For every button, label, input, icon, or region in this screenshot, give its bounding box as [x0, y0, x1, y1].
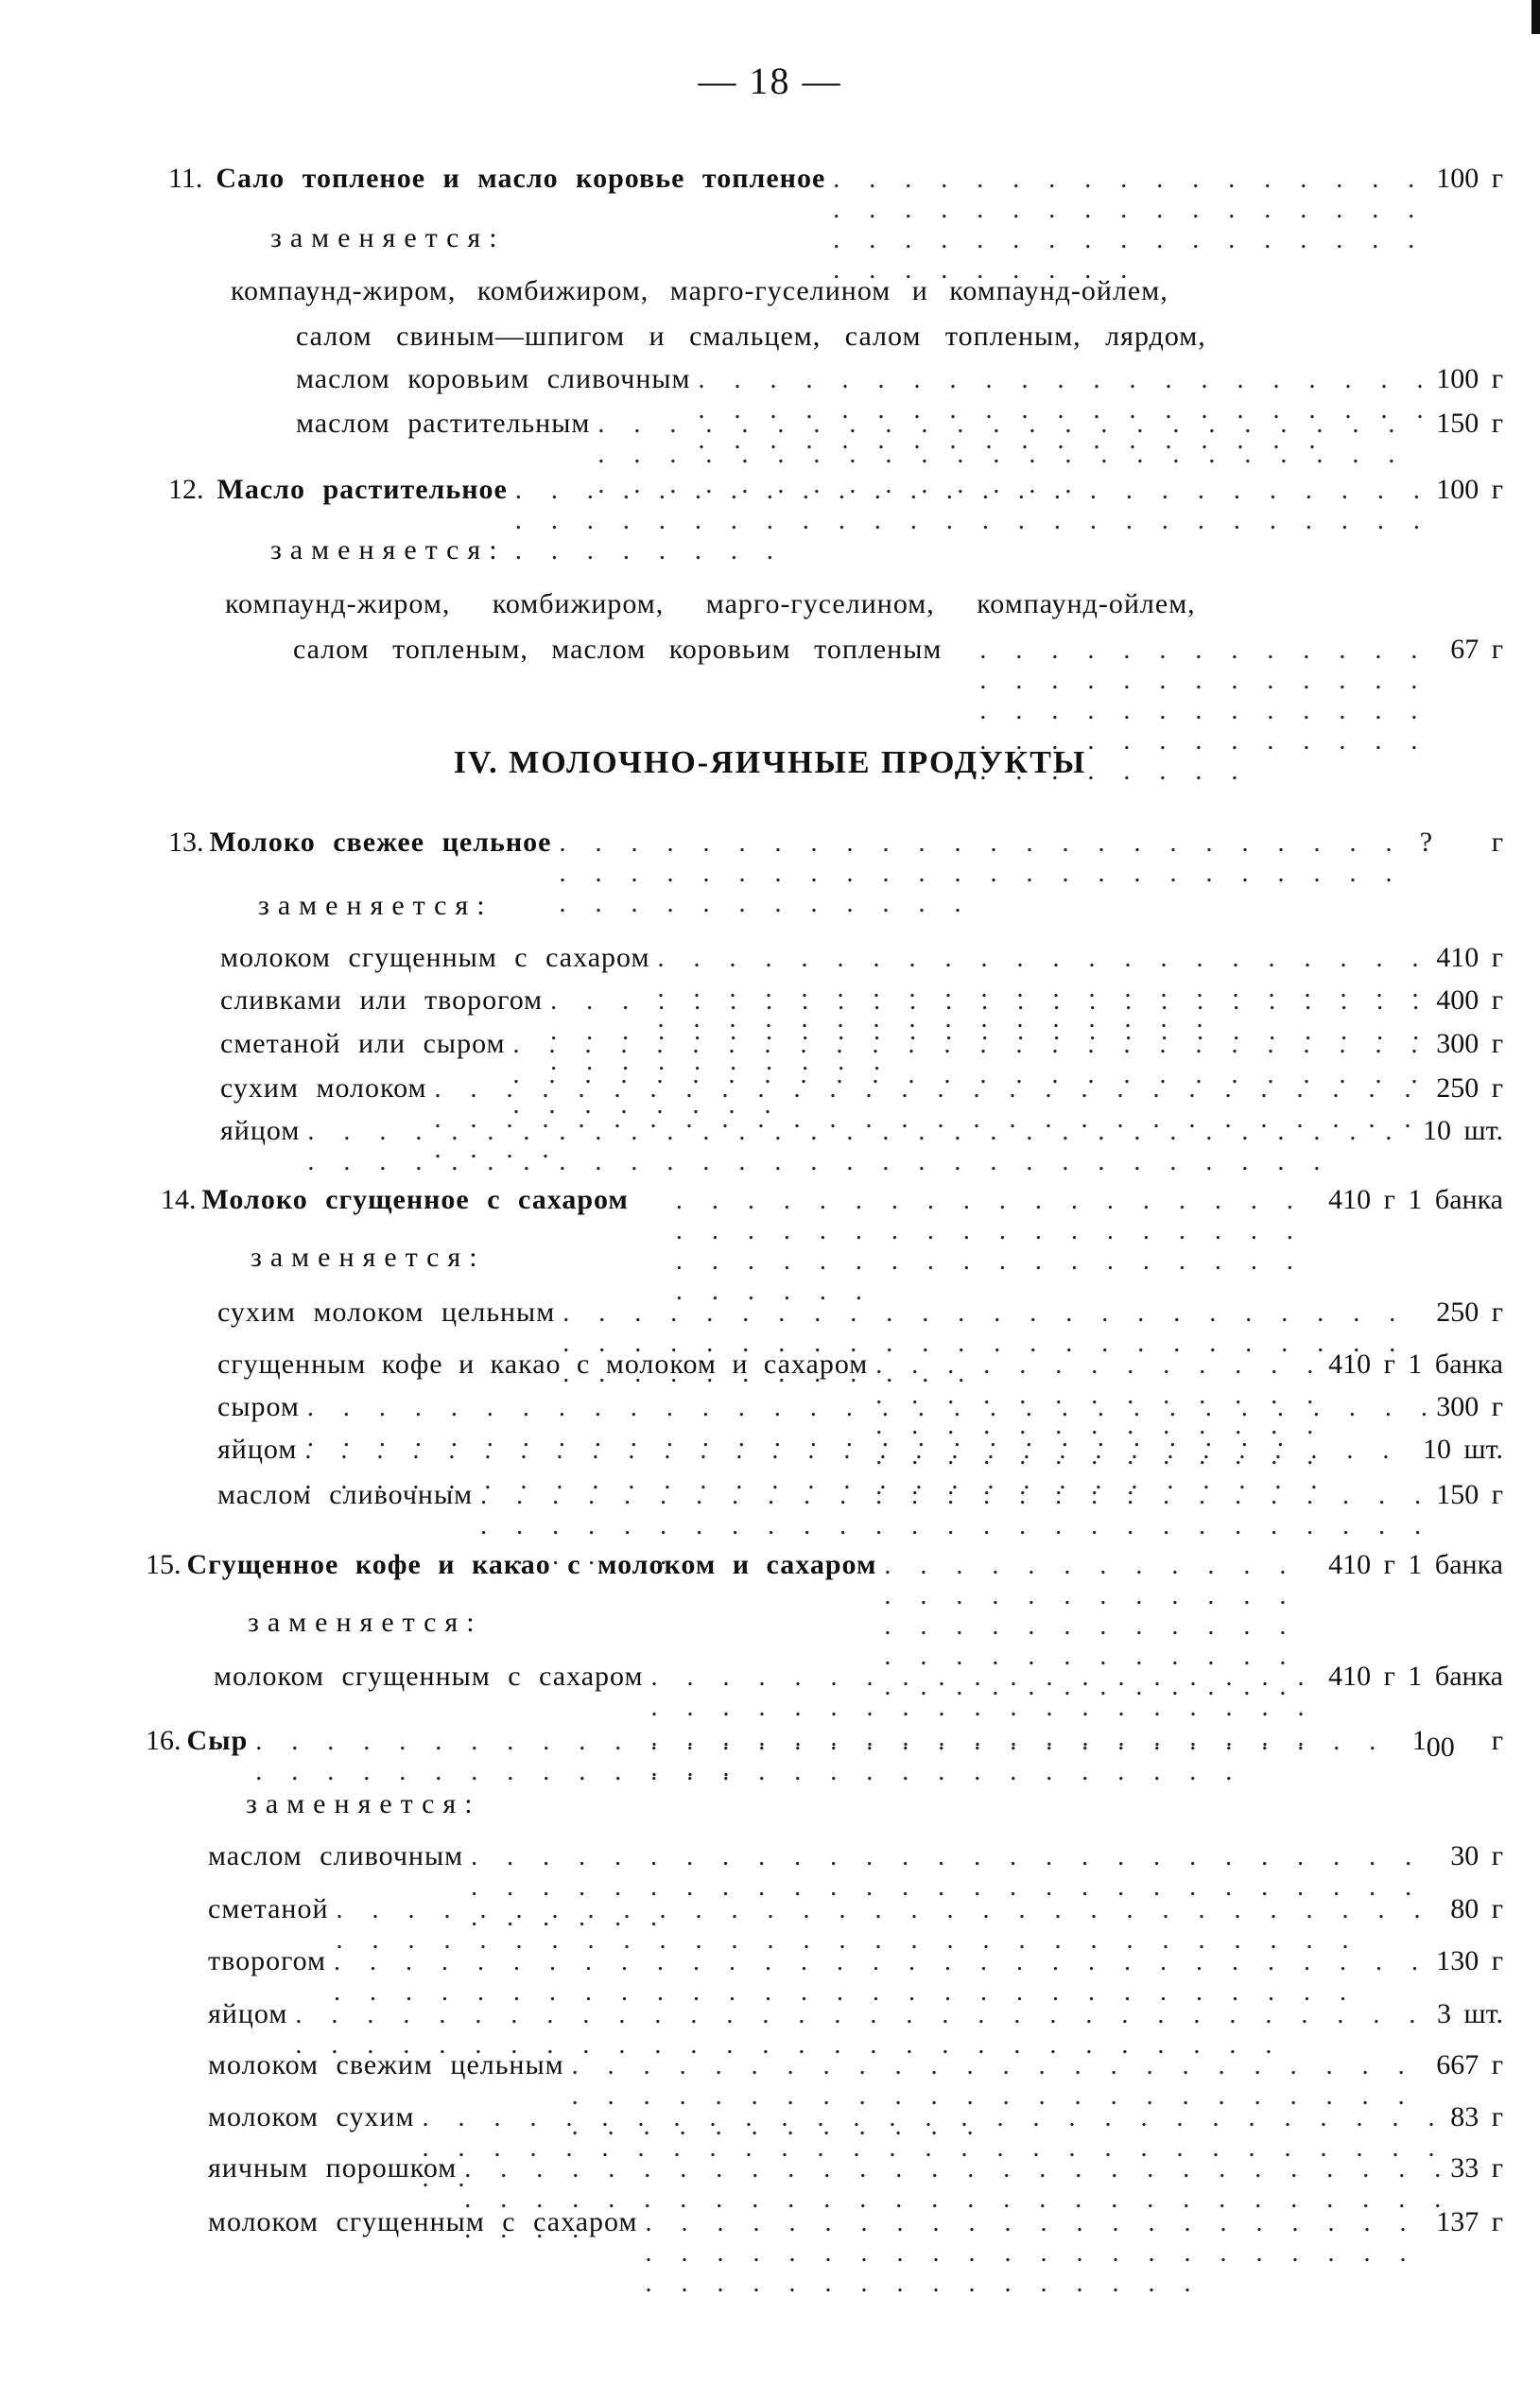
substitute-value: 410 г 1 банка [1328, 1661, 1503, 1692]
substitute-label: молоком сгущенным с сахаром [220, 942, 650, 973]
leader-dots [307, 1117, 1415, 1177]
substitute-row [208, 1998, 1503, 2040]
substitute-row [220, 984, 1503, 1026]
item-13-header [168, 827, 1503, 868]
substitute-row [296, 363, 1503, 405]
substitute-label: маслом растительным [296, 408, 591, 439]
leader-dots [833, 165, 1428, 286]
substitute-row [217, 1391, 1503, 1433]
substitute-text-line: салом свиным—шпигом и смальцем, салом топленым, лярдом, [296, 321, 1206, 352]
substitute-label: сметаной или сыром [220, 1028, 506, 1059]
substitute-row [217, 1296, 1503, 1338]
item-title: Сыр [186, 1725, 249, 1756]
substitute-label: маслом сливочным [217, 1479, 474, 1510]
substitute-value: 250 г [1436, 1296, 1503, 1328]
leader-dots [255, 1727, 1404, 1787]
substitute-row [217, 1349, 1503, 1390]
substitute-row [217, 1479, 1503, 1521]
substitute-label: творогом [208, 1945, 327, 1976]
substitute-label: молоком сгущенным с сахаром [214, 1661, 644, 1692]
substitute-value: 300 г [1436, 1391, 1503, 1422]
substitute-value: 10 шт. [1423, 1115, 1503, 1146]
item-title: Сало топленое и масло коровье топленое [216, 163, 826, 194]
item-number: 11. [168, 163, 203, 194]
substitute-label: сметаной [208, 1893, 329, 1924]
replaced-by-label: заменяется: [248, 1607, 483, 1638]
substitute-value: 410 г 1 банка [1328, 1349, 1503, 1380]
replaced-by-label: заменяется: [258, 890, 493, 921]
item-16-header [146, 1725, 1503, 1766]
item-value-faded-digits: 00 [1426, 1731, 1455, 1763]
substitute-row [208, 2152, 1503, 2194]
substitute-label: сливками или творогом [220, 984, 544, 1016]
item-number: 13. [168, 827, 204, 858]
substitute-text-line: компаунд-жиром, комбижиром, марго-гуселином, компаунд-ойлем, [225, 588, 1196, 619]
item-number: 16. [146, 1725, 182, 1756]
item-value-lead: 1 [1411, 1725, 1427, 1756]
substitute-label: салом топленым, маслом коровьим топленым [293, 634, 943, 665]
substitute-label: молоком сухим [208, 2101, 415, 2132]
substitute-value: 30 г [1450, 1840, 1503, 1871]
item-title: Масло растительное [216, 474, 508, 505]
item-number: 14. [161, 1184, 197, 1215]
substitute-row [217, 1434, 1503, 1475]
substitute-row [220, 1028, 1503, 1070]
item-value [1411, 1725, 1492, 1763]
substitute-label: маслом коровьим сливочным [296, 363, 691, 394]
item-title: Сгущенное кофе и какао с молоком и сахаром [186, 1549, 877, 1580]
substitute-value: 67 г [1450, 634, 1503, 665]
substitute-label: молоком свежим цельным [208, 2049, 564, 2080]
substitute-row [293, 634, 1503, 675]
leader-dots [676, 1186, 1321, 1307]
item-title: Молоко свежее цельное [209, 827, 552, 858]
item-12-header [168, 474, 1503, 515]
replaced-by-label: заменяется: [246, 1788, 481, 1819]
section-heading: IV. МОЛОЧНО-ЯИЧНЫЕ ПРОДУКТЫ [453, 745, 1087, 780]
item-value-unit: г [1491, 827, 1503, 858]
item-11-header [168, 163, 1503, 204]
substitute-label: яичным порошком [208, 2152, 458, 2184]
substitute-row [208, 2206, 1503, 2248]
item-value-number: ? [1419, 827, 1433, 858]
item-14-header [161, 1184, 1503, 1226]
item-value: 410 г 1 банка [1328, 1549, 1503, 1580]
substitute-value: 410 г [1436, 942, 1503, 973]
substitute-label: яйцом [208, 1998, 288, 2029]
substitute-row [208, 2101, 1503, 2143]
item-title: Молоко сгущенное с сахаром [201, 1184, 629, 1215]
replaced-by-label: заменяется: [270, 222, 506, 253]
substitute-value: 130 г [1436, 1945, 1503, 1976]
substitute-label: молоком сгущенным с сахаром [208, 2206, 638, 2237]
substitute-value: 10 шт. [1423, 1434, 1503, 1465]
item-value: 100 г [1436, 474, 1503, 505]
substitute-row [220, 1072, 1503, 1114]
substitute-value: 300 г [1436, 1028, 1503, 1059]
leader-dots [645, 2208, 1428, 2299]
substitute-label: маслом сливочным [208, 1840, 464, 1871]
item-number: 12. [168, 474, 204, 505]
replaced-by-label: заменяется: [270, 534, 506, 566]
substitute-value: 33 г [1450, 2152, 1503, 2184]
item-15-header [146, 1549, 1503, 1591]
substitute-row [220, 942, 1503, 983]
substitute-row [220, 1115, 1503, 1157]
substitute-label: сыром [217, 1391, 300, 1422]
substitute-row [208, 1945, 1503, 1987]
substitute-value: 667 г [1436, 2049, 1503, 2080]
substitute-value: 3 шт. [1437, 1998, 1503, 2029]
page-number: — 18 — [698, 60, 842, 102]
scan-edge-mark [1531, 0, 1540, 34]
substitute-label: сухим молоком [220, 1072, 427, 1104]
substitute-label: сгущенным кофе и какао с молоком и сахаром [217, 1349, 869, 1380]
substitute-value: 80 г [1450, 1893, 1503, 1924]
substitute-value: 400 г [1436, 984, 1503, 1016]
substitute-row [296, 408, 1503, 449]
substitute-value: 100 г [1436, 363, 1503, 394]
substitute-label: сухим молоком цельным [217, 1296, 556, 1328]
substitute-label: яйцом [217, 1434, 298, 1465]
leader-dots [515, 476, 1428, 566]
substitute-text-line: компаунд-жиром, комбижиром, марго-гуселином и компаунд-ойлем, [231, 275, 1168, 306]
substitute-value: 150 г [1436, 408, 1503, 439]
substitute-row [208, 1893, 1503, 1935]
substitute-value: 137 г [1436, 2206, 1503, 2237]
substitute-value: 83 г [1450, 2101, 1503, 2132]
item-value-unit: г [1491, 1725, 1503, 1756]
substitute-row [208, 2049, 1503, 2091]
item-value [1420, 827, 1492, 859]
item-value: 100 г [1436, 163, 1503, 194]
substitute-value: 150 г [1436, 1479, 1503, 1510]
item-number: 15. [146, 1549, 182, 1580]
substitute-row [208, 1840, 1503, 1882]
substitute-value: 250 г [1436, 1072, 1503, 1104]
substitute-label: яйцом [220, 1115, 301, 1146]
item-value: 410 г 1 банка [1328, 1184, 1503, 1215]
replaced-by-label: заменяется: [251, 1242, 486, 1273]
leader-dots [559, 828, 1411, 919]
substitute-row [214, 1661, 1503, 1702]
